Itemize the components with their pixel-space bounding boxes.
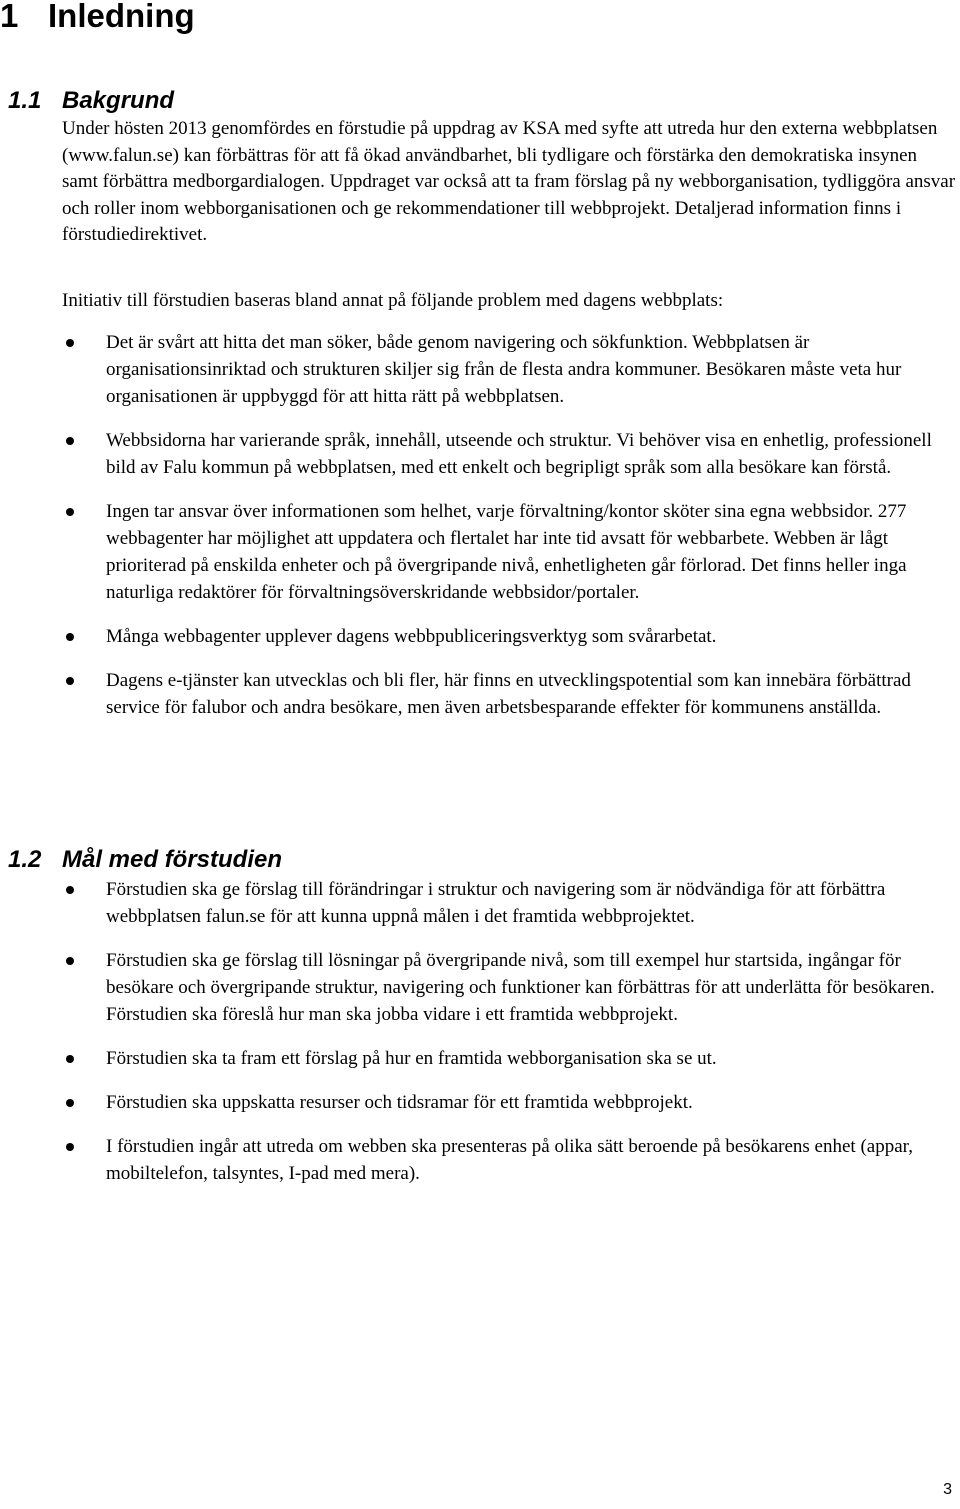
list-item (0, 1133, 957, 1187)
bullet-icon (66, 339, 74, 347)
bullet-icon (66, 633, 74, 641)
chapter-title: Inledning (48, 0, 195, 34)
bullet-icon (66, 957, 74, 965)
list-item (0, 427, 957, 481)
page-number: 3 (943, 1481, 952, 1498)
section-heading-mal (8, 845, 282, 875)
bullet-icon (66, 437, 74, 445)
list-item-text: Dagens e-tjänster kan utvecklas och bli fler, här finns en utvecklingspotential som kan innebära förbättrad service för falubor och andra besökare, men även arbetsbesparande effekter för kommunens anställda. (106, 670, 911, 718)
list-item-text: I förstudien ingår att utreda om webben ska presenteras på olika sätt beroende på besökarens enhet (appar, mobiltelefon, talsyntes, I-pad med mera). (106, 1136, 913, 1184)
list-item-text: Förstudien ska uppskatta resurser och tidsramar för ett framtida webbprojekt. (106, 1092, 693, 1113)
list-item (0, 329, 957, 410)
list-item-text: Webbsidorna har varierande språk, innehåll, utseende och struktur. Vi behöver visa en enhetlig, professionell bild av Falu kommun på webbplatsen, med ett enkelt och begripligt språk som alla besökare kan förstå. (106, 430, 932, 478)
chapter-heading (0, 0, 195, 38)
section-heading-bakgrund (8, 86, 174, 116)
bullet-icon (66, 508, 74, 516)
bullet-icon (66, 677, 74, 685)
bullet-icon (66, 1055, 74, 1063)
section-title: Bakgrund (62, 87, 175, 114)
section-number: 1.1 (8, 87, 42, 114)
list-item (0, 1045, 957, 1072)
list-item (0, 623, 957, 650)
list-item-text: Många webbagenter upplever dagens webbpubliceringsverktyg som svårarbetat. (106, 626, 717, 647)
problem-list (0, 329, 957, 738)
bullet-icon (66, 886, 74, 894)
list-item-text: Förstudien ska ge förslag till förändringar i struktur och navigering som är nödvändiga för att förbättra webbplatsen falun.se för att kunna uppnå målen i det framtida webbprojektet. (106, 879, 886, 927)
list-item-text: Förstudien ska ge förslag till lösningar på övergripande nivå, som till exempel hur startsida, ingångar för besökare och övergripande struktur, navigering och funktioner kan förbättras för att underlätta för besökaren. Förstudien ska föreslå hur man ska jobba vidare i ett framtida webbprojekt. (106, 950, 935, 1025)
list-item (0, 876, 957, 930)
bullet-icon (66, 1099, 74, 1107)
intro-paragraph: Under hösten 2013 genomfördes en förstudie på uppdrag av KSA med syfte att utreda hur den externa webbplatsen (www.falun.se) kan förbättras för att få ökad användbarhet, bli tydligare och förstärka den demokratiska insynen samt förbättra medborgardialogen. Uppdraget var också att ta fram förslag på ny webborganisation, tydliggöra ansvar och roller inom webborganisationen och ge rekommendationer till webbprojekt. Detaljerad information finns i förstudiedirektivet. (62, 118, 956, 245)
list-item-text: Förstudien ska ta fram ett förslag på hur en framtida webborganisation ska se ut. (106, 1048, 717, 1069)
list-item (0, 1089, 957, 1116)
section-title: Mål med förstudien (62, 846, 283, 873)
section-number: 1.2 (8, 846, 42, 873)
problem-intro-paragraph: Initiativ till förstudien baseras bland annat på följande problem med dagens webbplats: (62, 290, 724, 311)
list-item (0, 667, 957, 721)
list-item-text: Det är svårt att hitta det man söker, både genom navigering och sökfunktion. Webbplatsen är organisationsinriktad och strukturen skiljer sig från de flesta andra kommuner. Besökaren måste veta hur organisationen är uppbyggd för att hitta rätt på webbplatsen. (106, 332, 902, 407)
list-item (0, 498, 957, 606)
goal-list (0, 876, 957, 1204)
list-item-text: Ingen tar ansvar över informationen som helhet, varje förvaltning/kontor sköter sina egna webbsidor. 277 webbagenter har möjlighet att uppdatera och flertalet har inte tid avsatt för webbarbete. Webben är lågt prioriterad på enskilda enheter och på övergripande nivå, enhetligheten går förlorad. Det finns heller inga naturliga redaktörer för förvaltningsöverskridande webbsidor/portaler. (106, 501, 907, 603)
chapter-number: 1 (0, 0, 19, 34)
list-item (0, 947, 957, 1028)
bullet-icon (66, 1143, 74, 1151)
